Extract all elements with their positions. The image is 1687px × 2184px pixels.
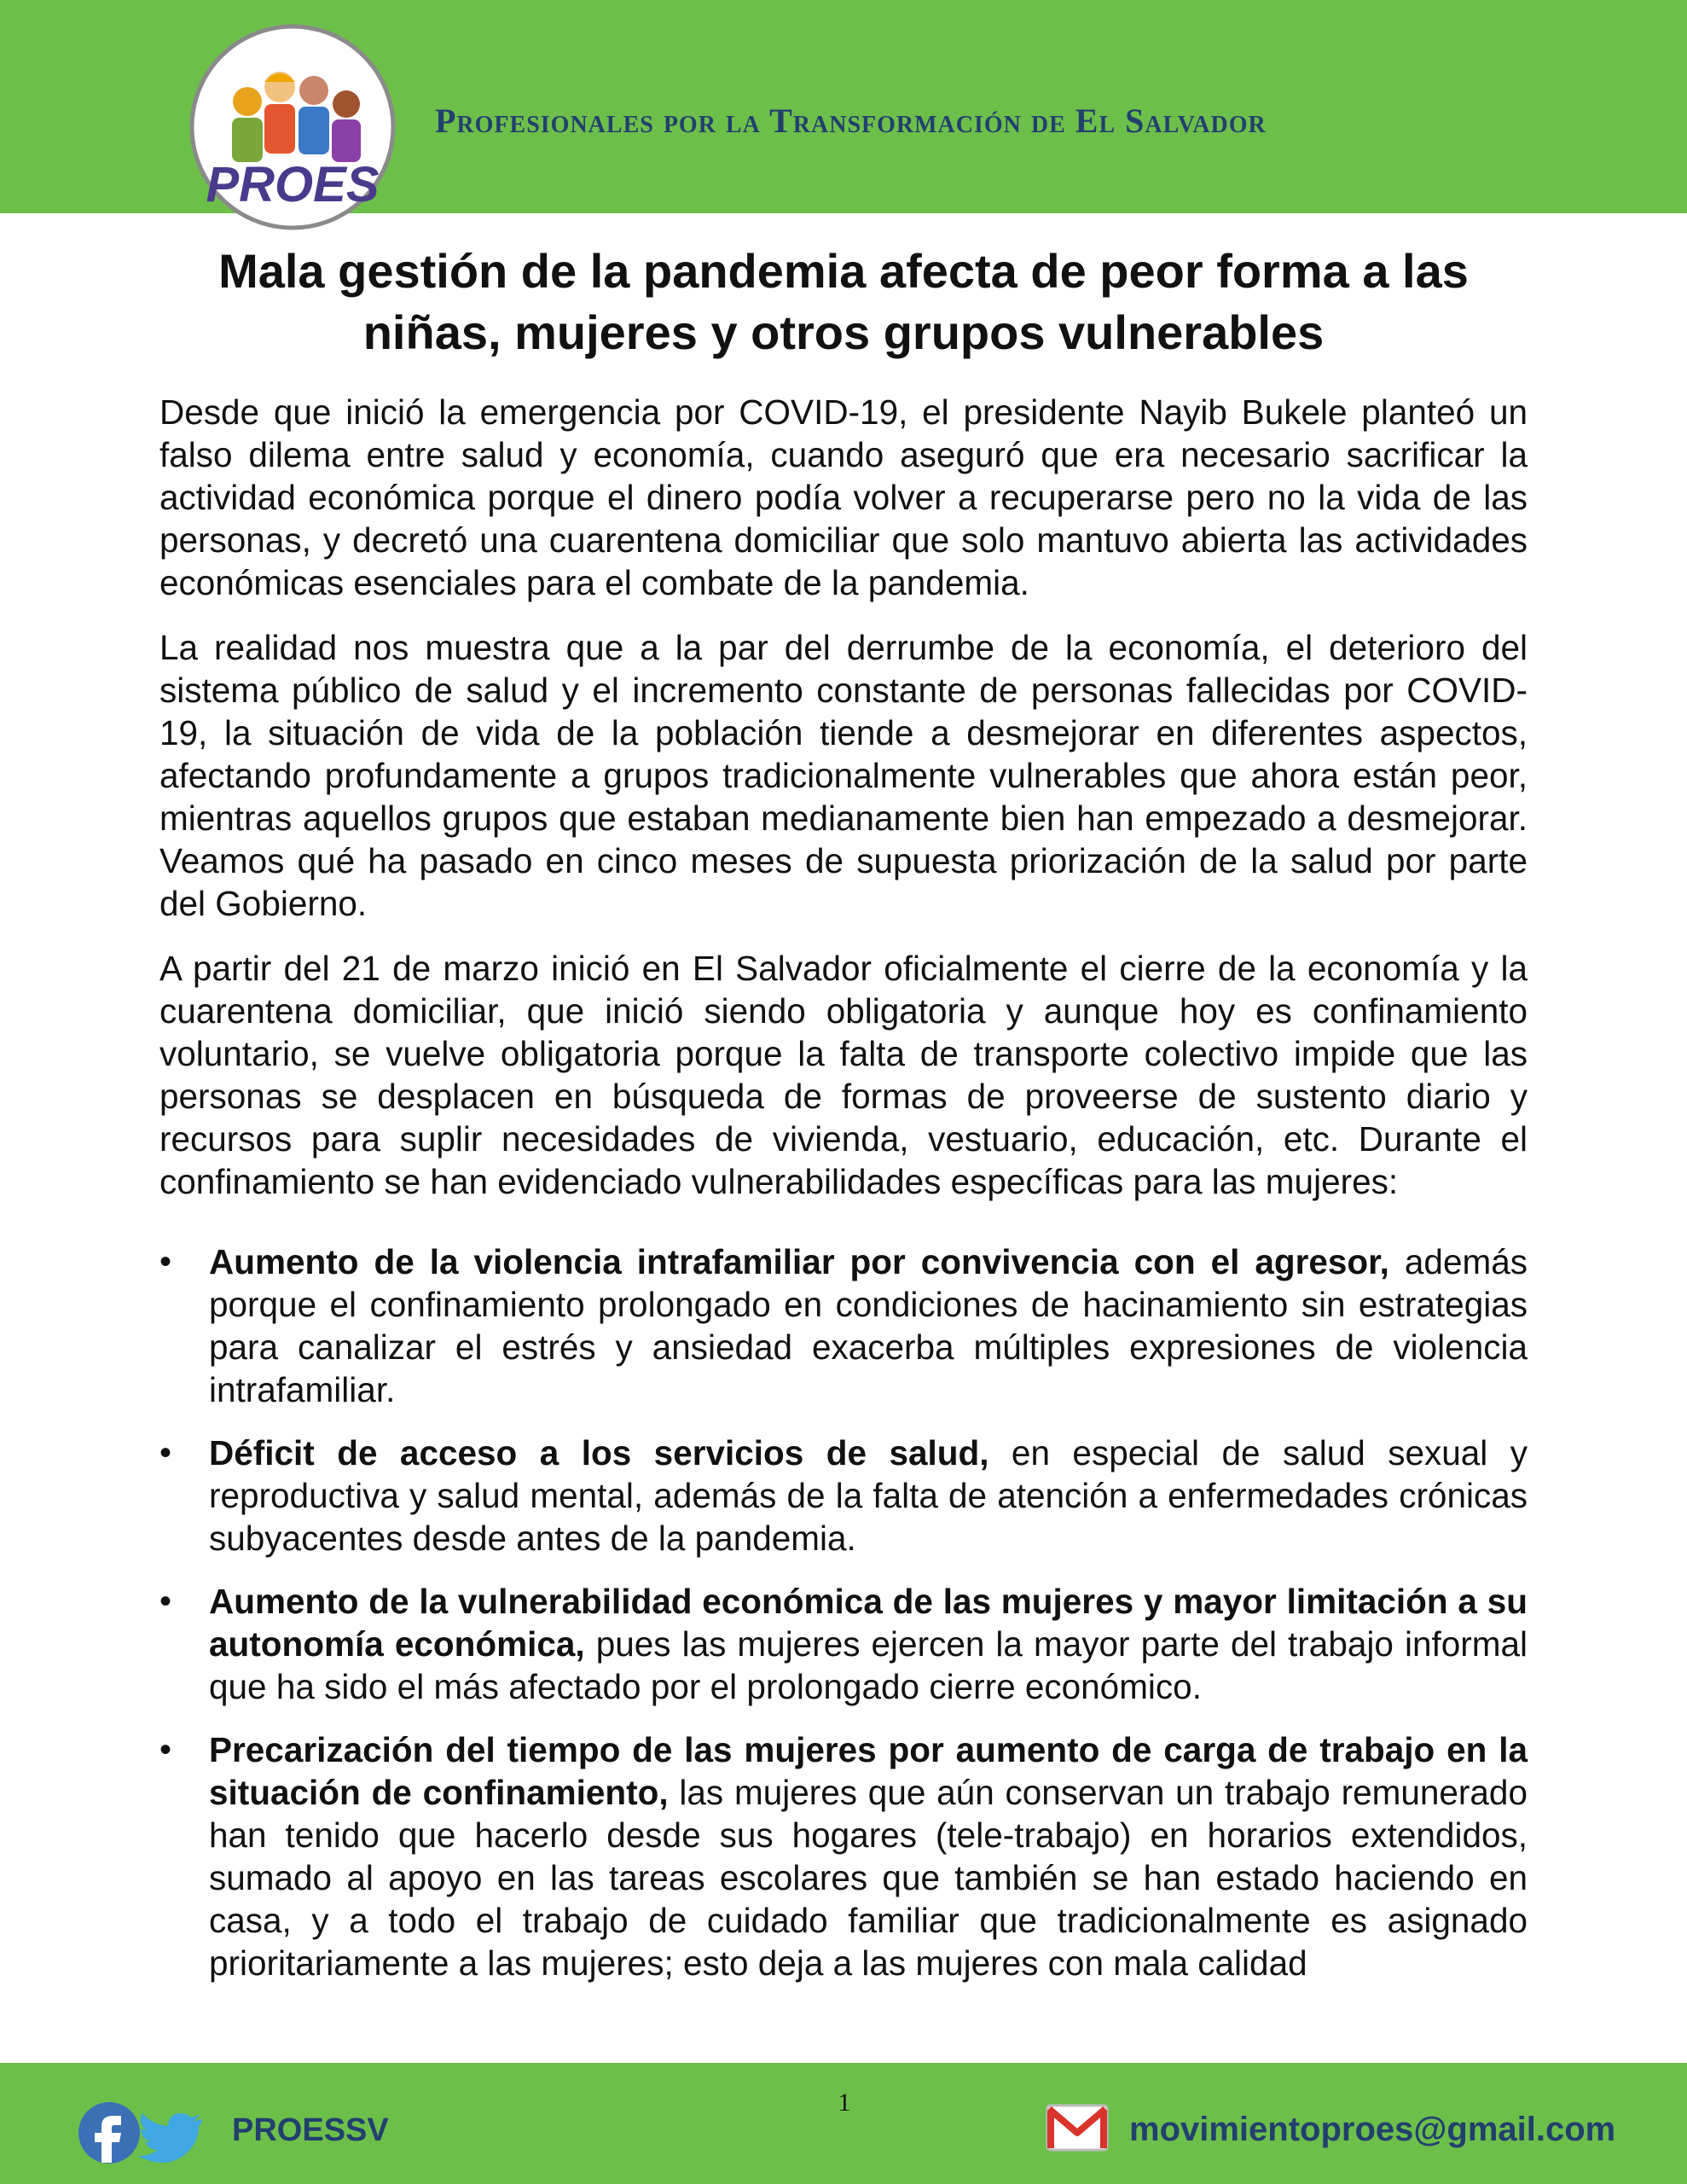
list-item bbox=[159, 1728, 1528, 1984]
social-handle[interactable]: PROESSV bbox=[232, 2112, 389, 2148]
bullet-bold-text: Precarización del tiempo de las mujeres por aumento de carga de trabajo en la situación de confinamiento, bbox=[209, 1730, 1528, 1812]
mail-icon[interactable] bbox=[1046, 2104, 1109, 2152]
bullet-text: las mujeres que aún conservan un trabajo remunerado han tenido que hacerlo desde sus hogares (tele-trabajo) en horarios extendidos, sumado al apoyo en las tareas escolares que también se han estado haciendo en casa, y a todo el trabajo de cuidado familiar que tradicionalmente es asignado prioritariamente a las mujeres; esto deja a las mujeres con mala calidad bbox=[209, 1773, 1528, 1983]
twitter-icon[interactable] bbox=[137, 2113, 202, 2163]
list-item bbox=[159, 1240, 1528, 1411]
bullet-text: además porque el confinamiento prolongado en condiciones de hacinamiento sin estrategias para canalizar el estrés y ansiedad exacerba múltiples expresiones de violencia intrafamiliar. bbox=[209, 1242, 1528, 1409]
bullet-list bbox=[159, 1240, 1528, 1984]
document-body bbox=[159, 391, 1528, 2005]
title-line-1: Mala gestión de la pandemia afecta de peor forma a las bbox=[218, 244, 1469, 298]
social-icons[interactable] bbox=[75, 2099, 212, 2167]
bullet-bold-text: Déficit de acceso a los servicios de salud, bbox=[209, 1433, 989, 1472]
list-item bbox=[159, 1580, 1528, 1708]
paragraph-3: A partir del 21 de marzo inició en El Salvador oficialmente el cierre de la economía y la cuarentena domiciliar, que inició siendo obligatoria y aunque hoy es confinamiento voluntario, se vuelve obligatoria porque la falta de transporte colectivo impide que las personas se desplacen en búsqueda de formas de proveerse de sustento diario y recursos para suplir necesidades de vivienda, vestuario, educación, etc. Durante el confinamiento se han evidenciado vulnerabilidades específicas para las mujeres: bbox=[159, 949, 1528, 1201]
paragraph-2: La realidad nos muestra que a la par del derrumbe de la economía, el deterioro del sistema público de salud y el incremento constante de personas fallecidas por COVID-19, la situación de vida de la población tiende a desmejorar en diferentes aspectos, afectando profundamente a grupos tradicionalmente vulnerables que ahora están peor, mientras aquellos grupos que estaban medianamente bien han empezado a desmejorar. Veamos qué ha pasado en cinco meses de supuesta priorización de la salud por parte del Gobierno. bbox=[159, 628, 1528, 923]
bullet-bold-text: Aumento de la vulnerabilidad económica de las mujeres y mayor limitación a su autonomía económica, bbox=[209, 1582, 1528, 1664]
email-address[interactable]: movimientoproes@gmail.com bbox=[1129, 2111, 1616, 2148]
document-title bbox=[119, 241, 1568, 363]
bullet-bold-text: Aumento de la violencia intrafamiliar por convivencia con el agresor, bbox=[209, 1242, 1389, 1281]
list-item bbox=[159, 1432, 1528, 1560]
paragraph-1: Desde que inició la emergencia por COVID-19, el presidente Nayib Bukele planteó un falso dilema entre salud y economía, cuando aseguró que era necesario sacrificar la actividad económica porque el dinero podía volver a recuperarse pero no la vida de las personas, y decretó una cuarentena domiciliar que solo mantuvo abierta las actividades económicas esenciales para el combate de la pandemia. bbox=[159, 392, 1528, 602]
bullet-text: pues las mujeres ejercen la mayor parte del trabajo informal que ha sido el más afectado por el prolongado cierre económico. bbox=[209, 1624, 1528, 1706]
proes-logo-graphic bbox=[186, 20, 399, 234]
organization-name: Profesionales por la Transformación de El Salvador bbox=[435, 102, 1267, 140]
logo-text: PROES bbox=[206, 157, 380, 212]
bullet-text: en especial de salud sexual y reproductiva y salud mental, además de la falta de atención a enfermedades crónicas subyacentes desde antes de la pandemia. bbox=[209, 1433, 1528, 1558]
proes-logo bbox=[186, 20, 399, 234]
page-number: 1 bbox=[838, 2088, 851, 2117]
facebook-icon[interactable] bbox=[78, 2102, 140, 2164]
title-line-2: niñas, mujeres y otros grupos vulnerables bbox=[362, 305, 1325, 359]
